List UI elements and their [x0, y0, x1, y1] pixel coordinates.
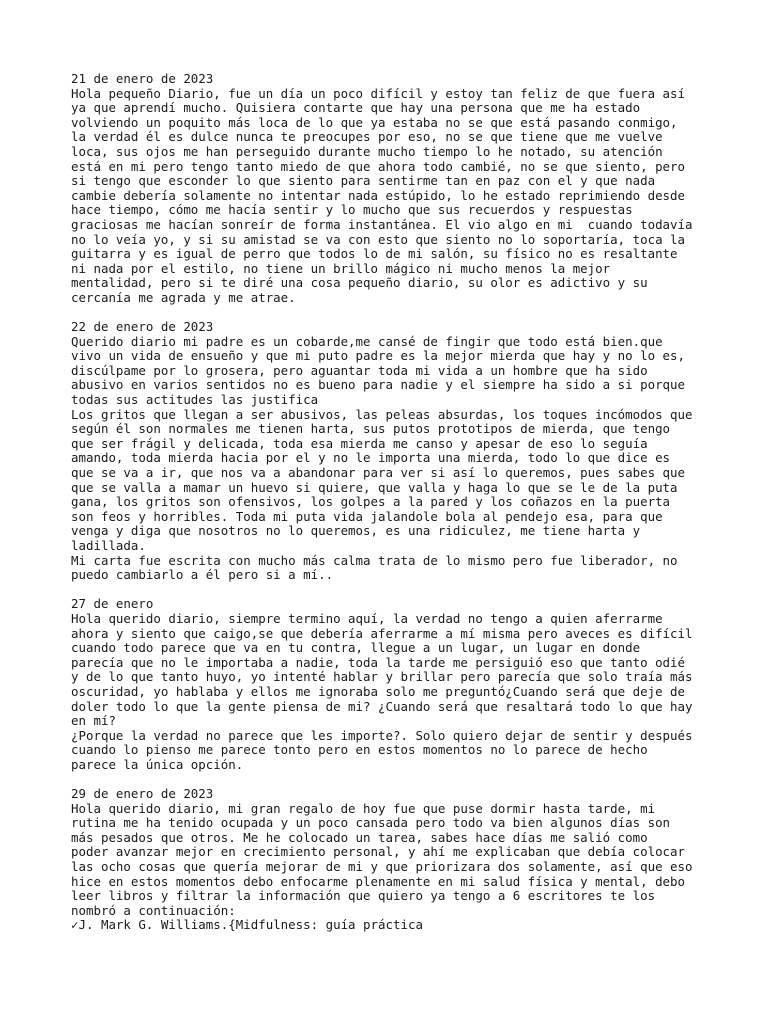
diary-entry-1: [71, 72, 711, 306]
entry-text-line: puedo cambiarlo a él pero si a mí..: [71, 567, 334, 583]
entry-text-line: Hola pequeño Diario, fue un día un poco difícil y estoy tan feliz de que fuera así: [71, 85, 686, 101]
entry-text-line: no lo veía yo, y si su amistad se va con esto que siento no lo soportaría, toca la: [71, 231, 686, 247]
entry-text-line: mentalidad, pero si te diré una cosa pequeño diario, su olor es adictivo y su: [71, 275, 648, 291]
entry-text-line: que ser frágil y delicada, toda esa mierda me canso y apesar de eso lo seguía: [71, 435, 648, 451]
diary-entry-4: [71, 787, 711, 933]
entry-text-line: si tengo que esconder lo que siento para sentirme tan en paz con el y que nada: [71, 173, 656, 189]
entry-text-line: parece la única opción.: [71, 756, 244, 772]
entry-text-line: Querido diario mi padre es un cobarde,me cansé de fingir que todo está bien.que: [71, 333, 663, 349]
entry-text-line: la verdad él es dulce nunca te preocupes por eso, no se que tiene que me vuelve: [71, 129, 663, 145]
entry-text-line: rutina me ha tenido ocupada y un poco cansada pero todo va bien algunos días son: [71, 815, 671, 831]
entry-text-line: las ocho cosas que quería mejorar de mi y que priorizara dos solamente, así que eso: [71, 859, 693, 875]
entry-text-line: vivo un vida de ensueño y que mi puto padre es la mejor mierda que hay y no lo es,: [71, 348, 686, 364]
entry-text-line: leer libros y filtrar la información que quiero ya tengo a 6 escritores te los: [71, 888, 656, 904]
entry-text-line: que se va a ir, que nos va a abandonar para ver si así lo queremos, pues sabes que: [71, 465, 686, 481]
entry-text-line: está en mi pero tengo tanto miedo de que ahora todo cambié, no se que siento, pero: [71, 158, 686, 174]
entry-text-line: ✓J. Mark G. Williams.{Midfulness: guía práctica: [71, 917, 423, 933]
entry-text-line: guitarra y es igual de perro que todos lo de mi salón, su físico no es resaltante: [71, 246, 678, 262]
entry-text-line: ladillada.: [71, 538, 146, 553]
entry-text-line: nombró a continuación:: [71, 902, 236, 918]
entry-text-line: todas sus actitudes las justifica: [71, 392, 319, 408]
entry-text-line: ahora y siento que caigo,se que debería aferrarme a mí misma pero aveces es difícil: [71, 625, 693, 641]
entry-text-line: parecía que no le importaba a nadie, toda la tarde me persiguió eso que tanto odié: [71, 654, 686, 670]
entry-text-line: poder avanzar mejor en crecimiento personal, y ahí me explicaban que debía colocar: [71, 844, 686, 860]
entry-text-line: cambie debería solamente no intentar nada estúpido, lo he estado reprimiendo desde: [71, 187, 686, 203]
diary-entry-3: [71, 597, 711, 772]
entry-text-line: Los gritos que llegan a ser abusivos, las peleas absurdas, los toques incómodos que: [71, 406, 693, 422]
entry-text-line: y de lo que tanto huyo, yo intenté hablar y brillar pero parecía que solo traía más: [71, 669, 693, 685]
entry-text-line: Mi carta fue escrita con mucho más calma trata de lo mismo pero fue liberador, no: [71, 552, 678, 568]
entry-text-line: según él son normales me tienen harta, sus putos prototipos de mierda, que tengo: [71, 421, 671, 437]
entry-text-line: doler todo lo que la gente piensa de mi? ¿Cuando será que resaltará todo lo que hay: [71, 698, 693, 714]
entry-text-line: hace tiempo, cómo me hacía sentir y lo mucho que sus recuerdos y respuestas: [71, 202, 633, 218]
document-page: [71, 72, 711, 948]
entry-text-line: discúlpame por lo grosera, pero aguantar toda mi vida a un hombre que ha sido: [71, 362, 648, 378]
entry-text-line: Hola querido diario, siempre termino aquí, la verdad no tengo a quien aferrarme: [71, 610, 663, 626]
entry-text-line: oscuridad, yo hablaba y ellos me ignoraba solo me preguntó¿Cuando será que deje de: [71, 683, 686, 699]
entry-text-line: hice en estos momentos debo enfocarme plenamente en mi salud física y mental, debo: [71, 873, 686, 889]
entry-text-line: que se valla a mamar un huevo si quiere, que valla y haga lo que se le de la puta: [71, 479, 678, 495]
entry-text-line: en mí?: [71, 713, 116, 729]
entry-text-line: gana, los gritos son ofensivos, los golpes a la pared y los coñazos en la puerta: [71, 494, 671, 510]
entry-date: 22 de enero de 2023: [71, 319, 214, 335]
entry-date: 21 de enero de 2023: [71, 71, 214, 86]
entry-text-line: son feos y horribles. Toda mi puta vida jalandole bola al pendejo esa, para que: [71, 508, 663, 524]
diary-entry-2: [71, 320, 711, 583]
entry-date: 27 de enero: [71, 596, 154, 612]
entry-text-line: amando, toda mierda hacia por el y no le importa una mierda, todo lo que dice es: [71, 450, 671, 466]
entry-text-line: ¿Porque la verdad no parece que les importe?. Solo quiero dejar de sentir y después: [71, 727, 693, 743]
entry-text-line: cuando todo parece que va en tu contra, llegue a un lugar, un lugar en donde: [71, 640, 641, 656]
entry-text-line: graciosas me hacían sonreír de forma instantánea. El vio algo en mi cuando todavía: [71, 216, 693, 232]
entry-text-line: volviendo un poquito más loca de lo que ya estaba no se que está pasando conmigo,: [71, 114, 678, 130]
entry-text-line: Hola querido diario, mi gran regalo de hoy fue que puse dormir hasta tarde, mi: [71, 800, 656, 816]
entry-date: 29 de enero de 2023: [71, 786, 214, 802]
entry-text-line: más pesados que otros. Me he colocado un tarea, sabes hace días me salió como: [71, 829, 648, 845]
entry-text-line: loca, sus ojos me han perseguido durante mucho tiempo lo he notado, su atención: [71, 143, 663, 159]
entry-text-line: ya que aprendí mucho. Quisiera contarte que hay una persona que me ha estado: [71, 100, 641, 116]
entry-text-line: ni nada por el estilo, no tiene un brillo mágico ni mucho menos la mejor: [71, 260, 611, 276]
entry-text-line: cercanía me agrada y me atrae.: [71, 289, 296, 305]
entry-text-line: abusivo en varios sentidos no es bueno para nadie y el siempre ha sido a si porque: [71, 377, 686, 393]
entry-text-line: venga y diga que nosotros no lo queremos, es una ridiculez, me tiene harta y: [71, 523, 641, 539]
entry-text-line: cuando lo pienso me parece tonto pero en estos momentos no lo parece de hecho: [71, 742, 648, 758]
